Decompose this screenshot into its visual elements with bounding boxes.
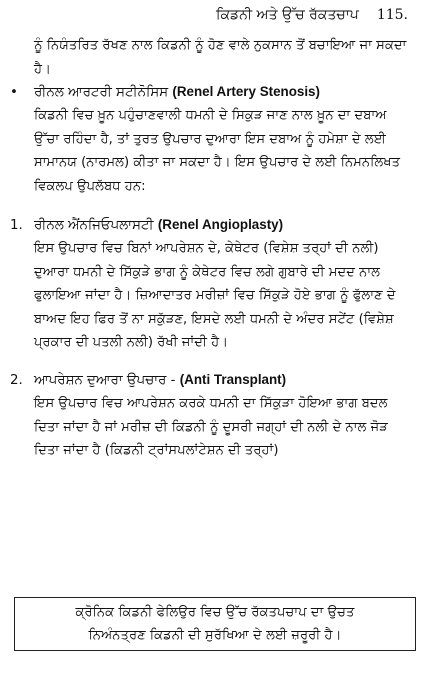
running-header xyxy=(216,6,408,24)
section-heading-renal-artery-stenosis xyxy=(10,80,420,104)
heading-title: ਰੀਨਲ ਆਰਟਰੀ ਸਟੀਨੋਸਿਸ xyxy=(34,85,169,100)
bullet-marker: • xyxy=(10,85,18,100)
list-number: 2. xyxy=(10,373,23,388)
note-line-1: ਕ੍ਰੋਨਿਕ ਕਿਡਨੀ ਫੇਲਿਉਰ ਵਿਚ ਉੱਚ ਰੱਕਤਪਚਾਪ ਦਾ ਉਚਤ xyxy=(75,605,355,620)
paragraph-renal-artery-stenosis: ਕਿਡਨੀ ਵਿਚ ਖ਼ੂਨ ਪਹੁੰਚਾਣਵਾਲੀ ਧਮਨੀ ਦੇ ਸਿਕੁੜ ਜਾਣ ਨਾਲ ਖ਼ੂਨ ਦਾ ਦਬਾਅ ਉੱਚਾ ਰਹਿੰਦਾ ਹੈ, ਤਾਂ ਤੁਰਤ ਉਪਚਾਰ ਦੁਆਰਾ ਇਸ ਦਬਾਅ ਨੂੰ ਹਮੇਸ਼ਾ ਦੇ ਲਈ ਸਾਮਾਨਯ (ਨਾਰਮਲ) ਕੀਤਾ ਜਾ ਸਕਦਾ ਹੈ। ਇਸ ਉਪਚਾਰ ਦੇ ਲਈ ਨਿਮਨਲਿਖਤ ਵਿਕਲਪ ਉਪਲੱਬਧ ਹਨ: xyxy=(34,108,401,194)
list-number: 1. xyxy=(10,218,23,233)
highlight-note-box xyxy=(14,597,416,651)
paragraph-renal-angioplasty: ਇਸ ਉਪਚਾਰ ਵਿਚ ਬਿਨਾਂ ਆਪਰੇਸ਼ਨ ਦੇ, ਕੇਥੇਟਰ (ਵਿਸ਼ੇਸ਼ ਤਰ੍ਹਾਂ ਦੀ ਨਲੀ) ਦੁਆਰਾ ਧਮਨੀ ਦੇ ਸਿੱਕੁੜੇ ਭਾਗ ਨੂੰ ਕੇਥੇਟਰ ਵਿਚ ਲਗੇ ਗੁਬਾਰੇ ਦੀ ਮਦਦ ਨਾਲ ਫੁਲਾਇਆ ਜਾਂਦਾ ਹੈ। ਜ਼ਿਆਦਾਤਰ ਮਰੀਜ਼ਾਂ ਵਿਚ ਸਿੱਕੁੜੇ ਹੋਏ ਭਾਗ ਨੂੰ ਫੁੱਲਾਣ ਦੇ ਬਾਅਦ ਇਹ ਫਿਰ ਤੋਂ ਨਾ ਸਕੁੱੜਣ, ਇਸਦੇ ਲਈ ਧਮਨੀ ਦੇ ਅੰਦਰ ਸਟੇਂਟ (ਵਿਸ਼ੇਸ਼ ਪ੍ਰਕਾਰ ਦੀ ਪਤਲੀ ਨਲੀ) ਰੱਖੀ ਜਾਂਦੀ ਹੈ। xyxy=(34,241,396,350)
section-heading-surgical-treatment xyxy=(10,368,420,392)
section-heading-renal-angioplasty xyxy=(10,213,420,237)
running-title: ਕਿਡਨੀ ਅਤੇ ਉੱਚ ਰੱਕਤਚਾਪ xyxy=(215,7,359,23)
heading-english: (Renel Angioplasty) xyxy=(157,217,284,232)
paragraph-surgical-treatment: ਇਸ ਉਪਚਾਰ ਵਿਚ ਆਪਰੇਸ਼ਨ ਕਰਕੇ ਧਮਨੀ ਦਾ ਸਿੱਕੁੜਾ ਹੋਇਆ ਭਾਗ ਬਦਲ ਦਿਤਾ ਜਾਂਦਾ ਹੈ ਜਾਂ ਮਰੀਜ਼ ਦੀ ਕਿਡਨੀ ਨੂੰ ਦੂਸਰੀ ਜਗ੍ਹਾਂ ਦੀ ਨਲੀ ਦੇ ਨਾਲ ਜੋੜ ਦਿਤਾ ਜਾਂਦਾ ਹੈ (ਕਿਡਨੀ ਟ੍ਰਾਂਸਪਲਾਂਟੇਸ਼ਨ ਦੀ ਤਰ੍ਹਾਂ) xyxy=(34,396,388,458)
heading-title: ਆਪਰੇਸ਼ਨ ਦੁਆਰਾ ਉਪਚਾਰ - xyxy=(34,373,176,388)
intro-paragraph: ਨੂੰ ਨਿਯੰਤਰਿਤ ਰੱਖਣ ਨਾਲ ਕਿਡਨੀ ਨੂੰ ਹੋਣ ਵਾਲੇ ਨੁਕਸਾਨ ਤੋਂ ਬਚਾਇਆ ਜਾ ਸਕਦਾ ਹੈ। xyxy=(34,38,407,77)
page-number: 115. xyxy=(376,7,408,23)
heading-english: (Anti Transplant) xyxy=(179,372,287,387)
heading-title: ਰੀਨਲ ਐਂਨਜਿਓਪਲਾਸਟੀ xyxy=(34,218,154,233)
heading-english: (Renel Artery Stenosis) xyxy=(172,84,320,99)
note-line-2: ਨਿਅੰਨਤ੍ਰਣ ਕਿਡਨੀ ਦੀ ਸੁਰੱਖਿਆ ਦੇ ਲਈ ਜ਼ਰੂਰੀ ਹੈ। xyxy=(88,628,342,643)
